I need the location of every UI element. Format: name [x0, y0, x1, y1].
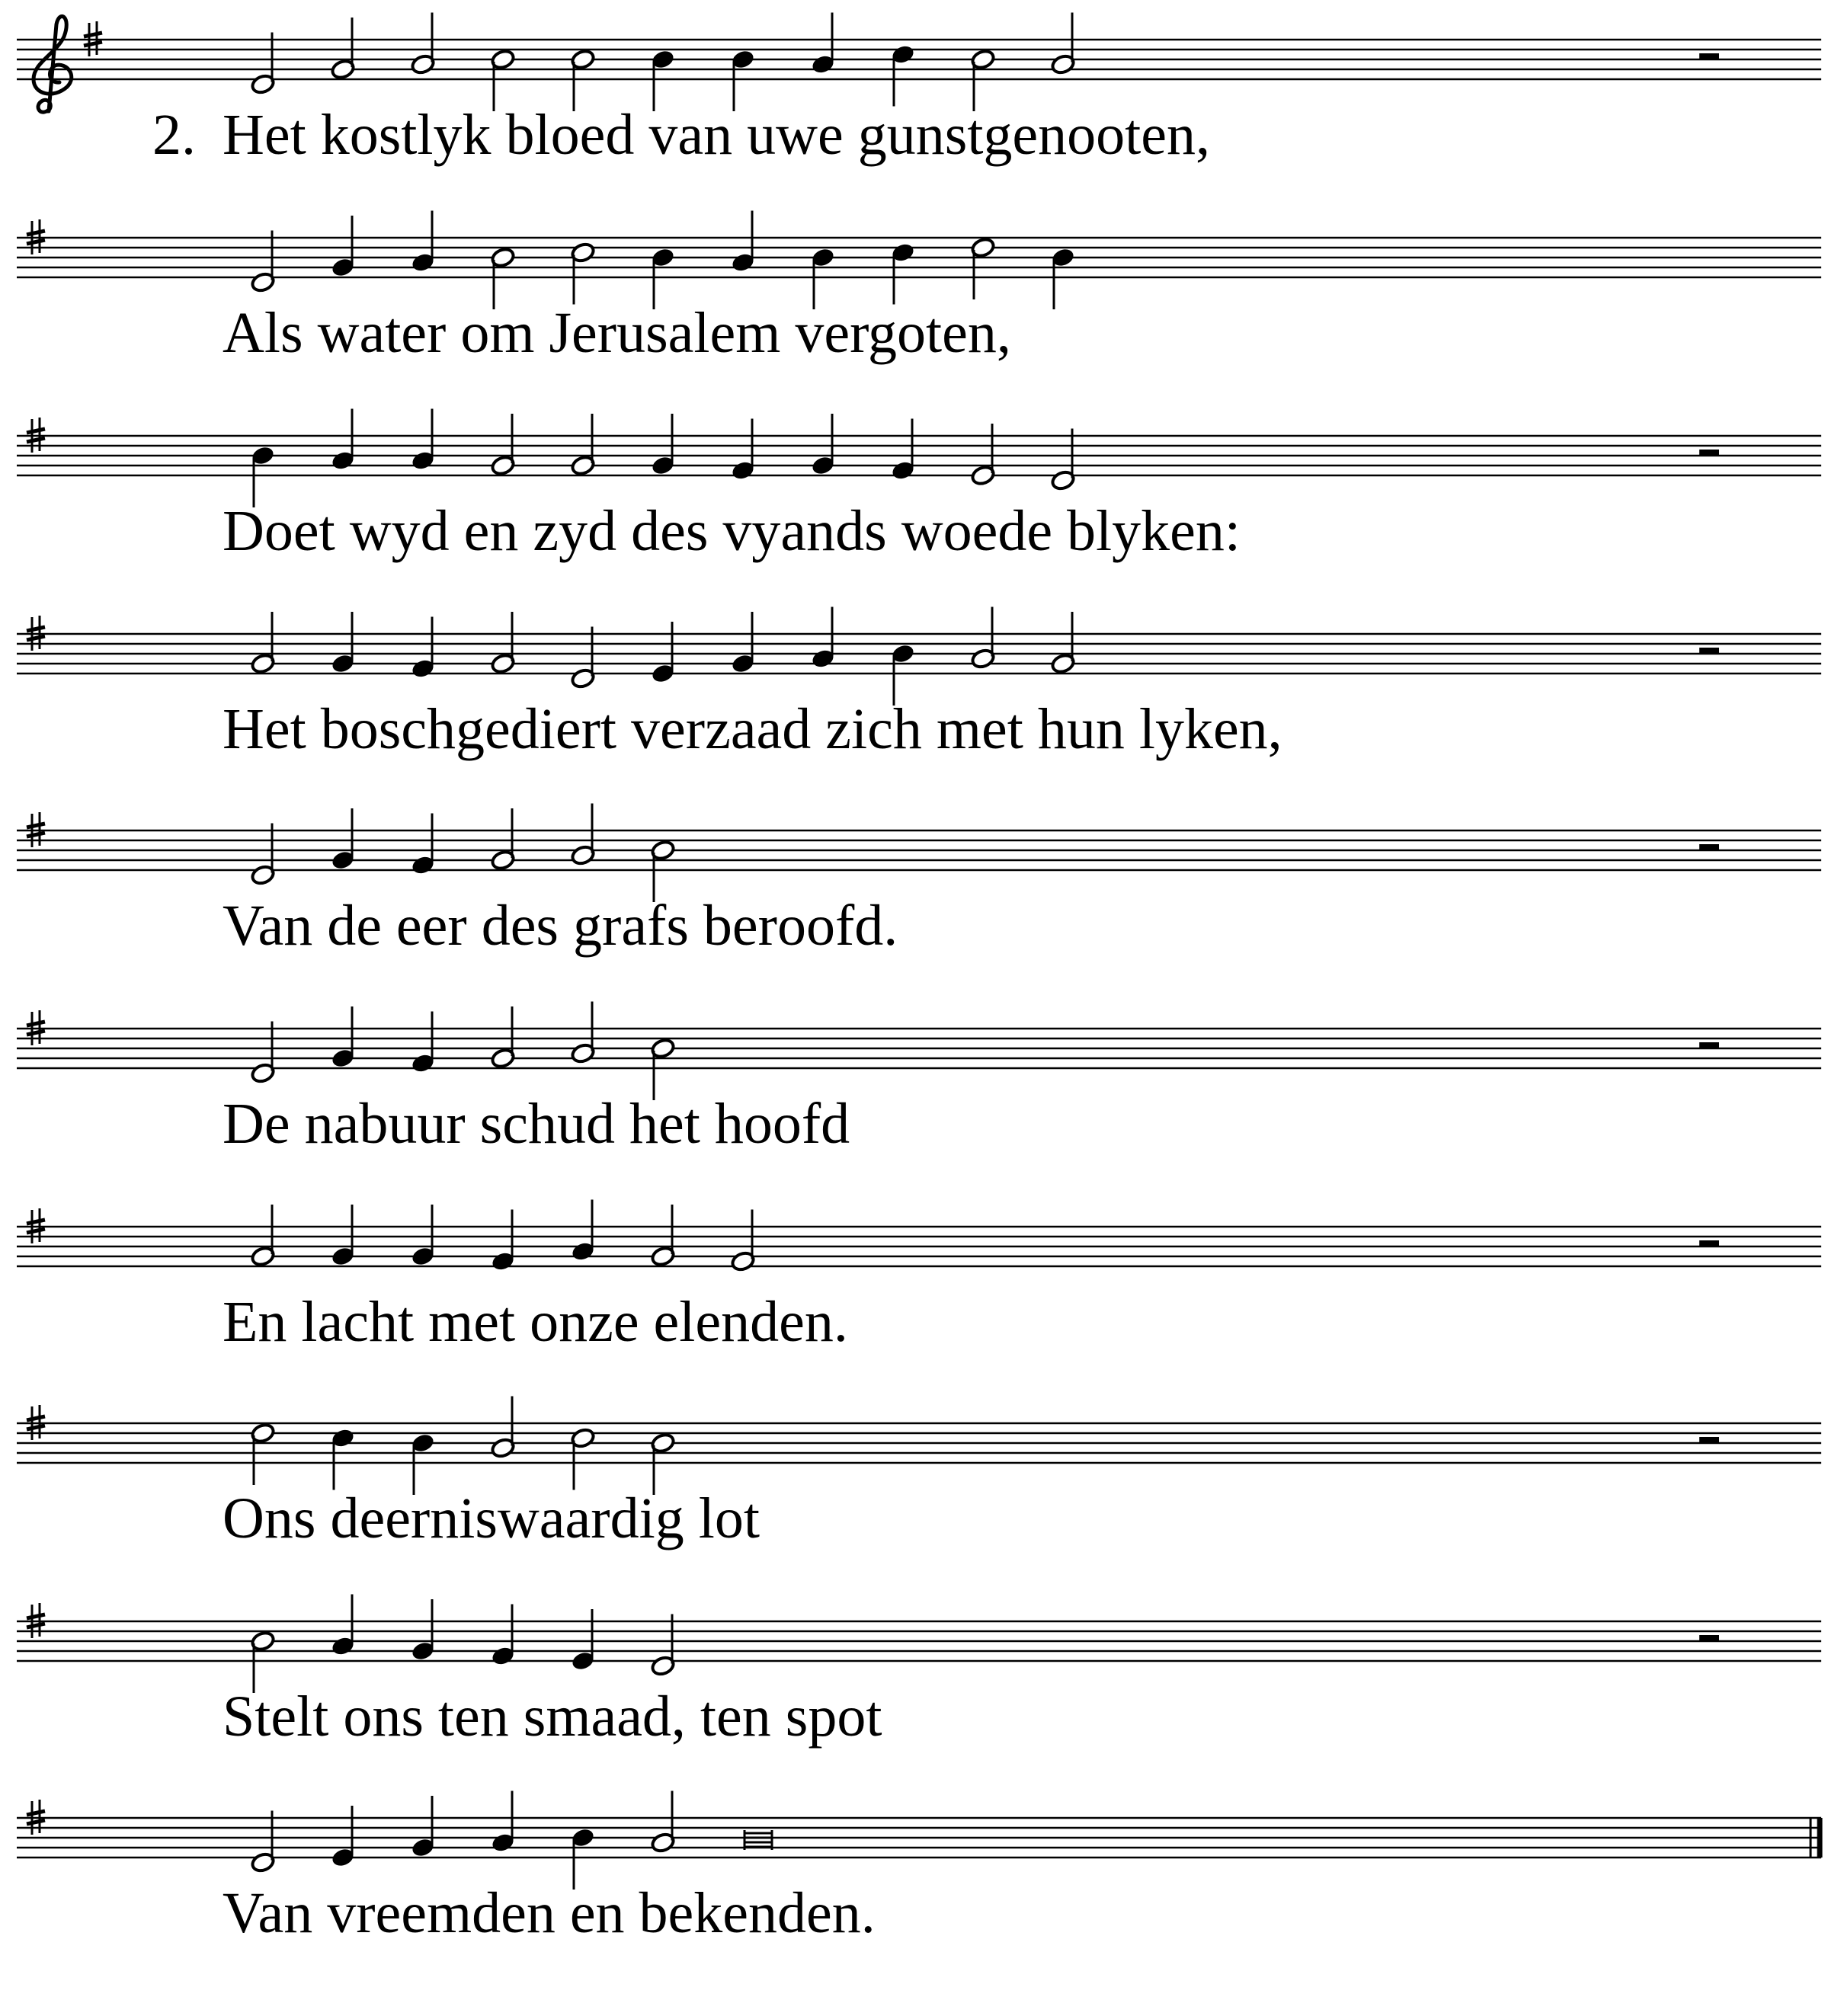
half-rest-icon [1699, 53, 1719, 60]
lyric-line: En lacht met onze elenden. [223, 1290, 848, 1354]
staff-lines [17, 436, 1821, 475]
half-rest-icon [1699, 648, 1719, 654]
half-note [250, 824, 275, 887]
half-note [570, 1002, 595, 1065]
staff-lines [17, 1423, 1821, 1463]
half-rest-icon [1699, 1240, 1719, 1247]
quarter-note [730, 211, 755, 274]
staff-system [17, 13, 1821, 168]
quarter-note [410, 617, 435, 680]
half-note [730, 1210, 755, 1273]
staff-system [17, 1200, 1821, 1355]
half-note [250, 1811, 275, 1874]
half-note [970, 607, 995, 670]
half-note [410, 13, 435, 76]
quarter-note [330, 1595, 355, 1658]
lyric-line: Het kostlyk bloed van uwe gunstgenooten, [223, 103, 1211, 167]
half-note [250, 1022, 275, 1085]
quarter-note [490, 1791, 515, 1854]
half-rest-icon [1699, 1635, 1719, 1642]
staff-system [17, 1791, 1821, 1946]
quarter-note [410, 409, 435, 472]
lyric-line: Van de eer des grafs beroofd. [223, 894, 898, 958]
staff-system [17, 1397, 1821, 1551]
quarter-note [410, 211, 435, 274]
quarter-note [810, 607, 835, 670]
half-note [570, 804, 595, 867]
staff-lines [17, 238, 1821, 277]
half-note [1050, 13, 1075, 76]
quarter-note [330, 1427, 355, 1490]
staff-lines [17, 634, 1821, 674]
lyric-line: De nabuur schud het hoofd [223, 1092, 850, 1156]
lyric-line: Het boschgediert verzaad zich met hun lyken, [223, 697, 1282, 761]
quarter-note [490, 1605, 515, 1668]
half-note [250, 33, 275, 96]
half-note [1050, 429, 1075, 492]
staff-system [17, 211, 1821, 366]
half-note [570, 627, 595, 690]
staff-system [17, 1002, 1821, 1157]
quarter-note [330, 409, 355, 472]
staff-system [17, 409, 1821, 564]
half-note [490, 1397, 515, 1460]
staff-system [17, 1595, 1821, 1749]
quarter-note [890, 43, 915, 107]
half-note [650, 1791, 675, 1854]
half-rest-icon [1699, 1437, 1719, 1444]
half-note [650, 1614, 675, 1678]
quarter-note [890, 419, 915, 482]
quarter-note [890, 242, 915, 305]
lyric-line: Van vreemden en bekenden. [223, 1881, 876, 1945]
half-rest-icon [1699, 450, 1719, 456]
half-note [250, 231, 275, 294]
lyric-line: Ons deerniswaardig lot [223, 1486, 760, 1550]
treble-clef-icon [34, 16, 72, 112]
quarter-note [490, 1210, 515, 1273]
lyric-line: Als water om Jerusalem vergoten, [223, 301, 1011, 365]
staff-system [17, 804, 1821, 958]
staff-system [17, 607, 1821, 762]
half-rest-icon [1699, 844, 1719, 851]
staff-lines [17, 1818, 1821, 1858]
staff-lines [17, 1029, 1821, 1068]
lyric-line: Stelt ons ten smaad, ten spot [223, 1685, 882, 1749]
quarter-note [570, 1200, 595, 1263]
quarter-note [730, 419, 755, 482]
lyric-line: Doet wyd en zyd des vyands woede blyken: [223, 499, 1241, 563]
quarter-note [410, 814, 435, 877]
final-breve-icon [744, 1830, 772, 1850]
half-note [570, 242, 595, 305]
quarter-note [410, 1012, 435, 1075]
staff-lines [17, 1621, 1821, 1661]
quarter-note [810, 13, 835, 76]
staff-lines [17, 40, 1821, 79]
staff-lines [17, 1227, 1821, 1266]
verse-number: 2. [152, 103, 196, 167]
staff-lines [17, 830, 1821, 870]
half-rest-icon [1699, 1042, 1719, 1049]
half-note [570, 1427, 595, 1490]
